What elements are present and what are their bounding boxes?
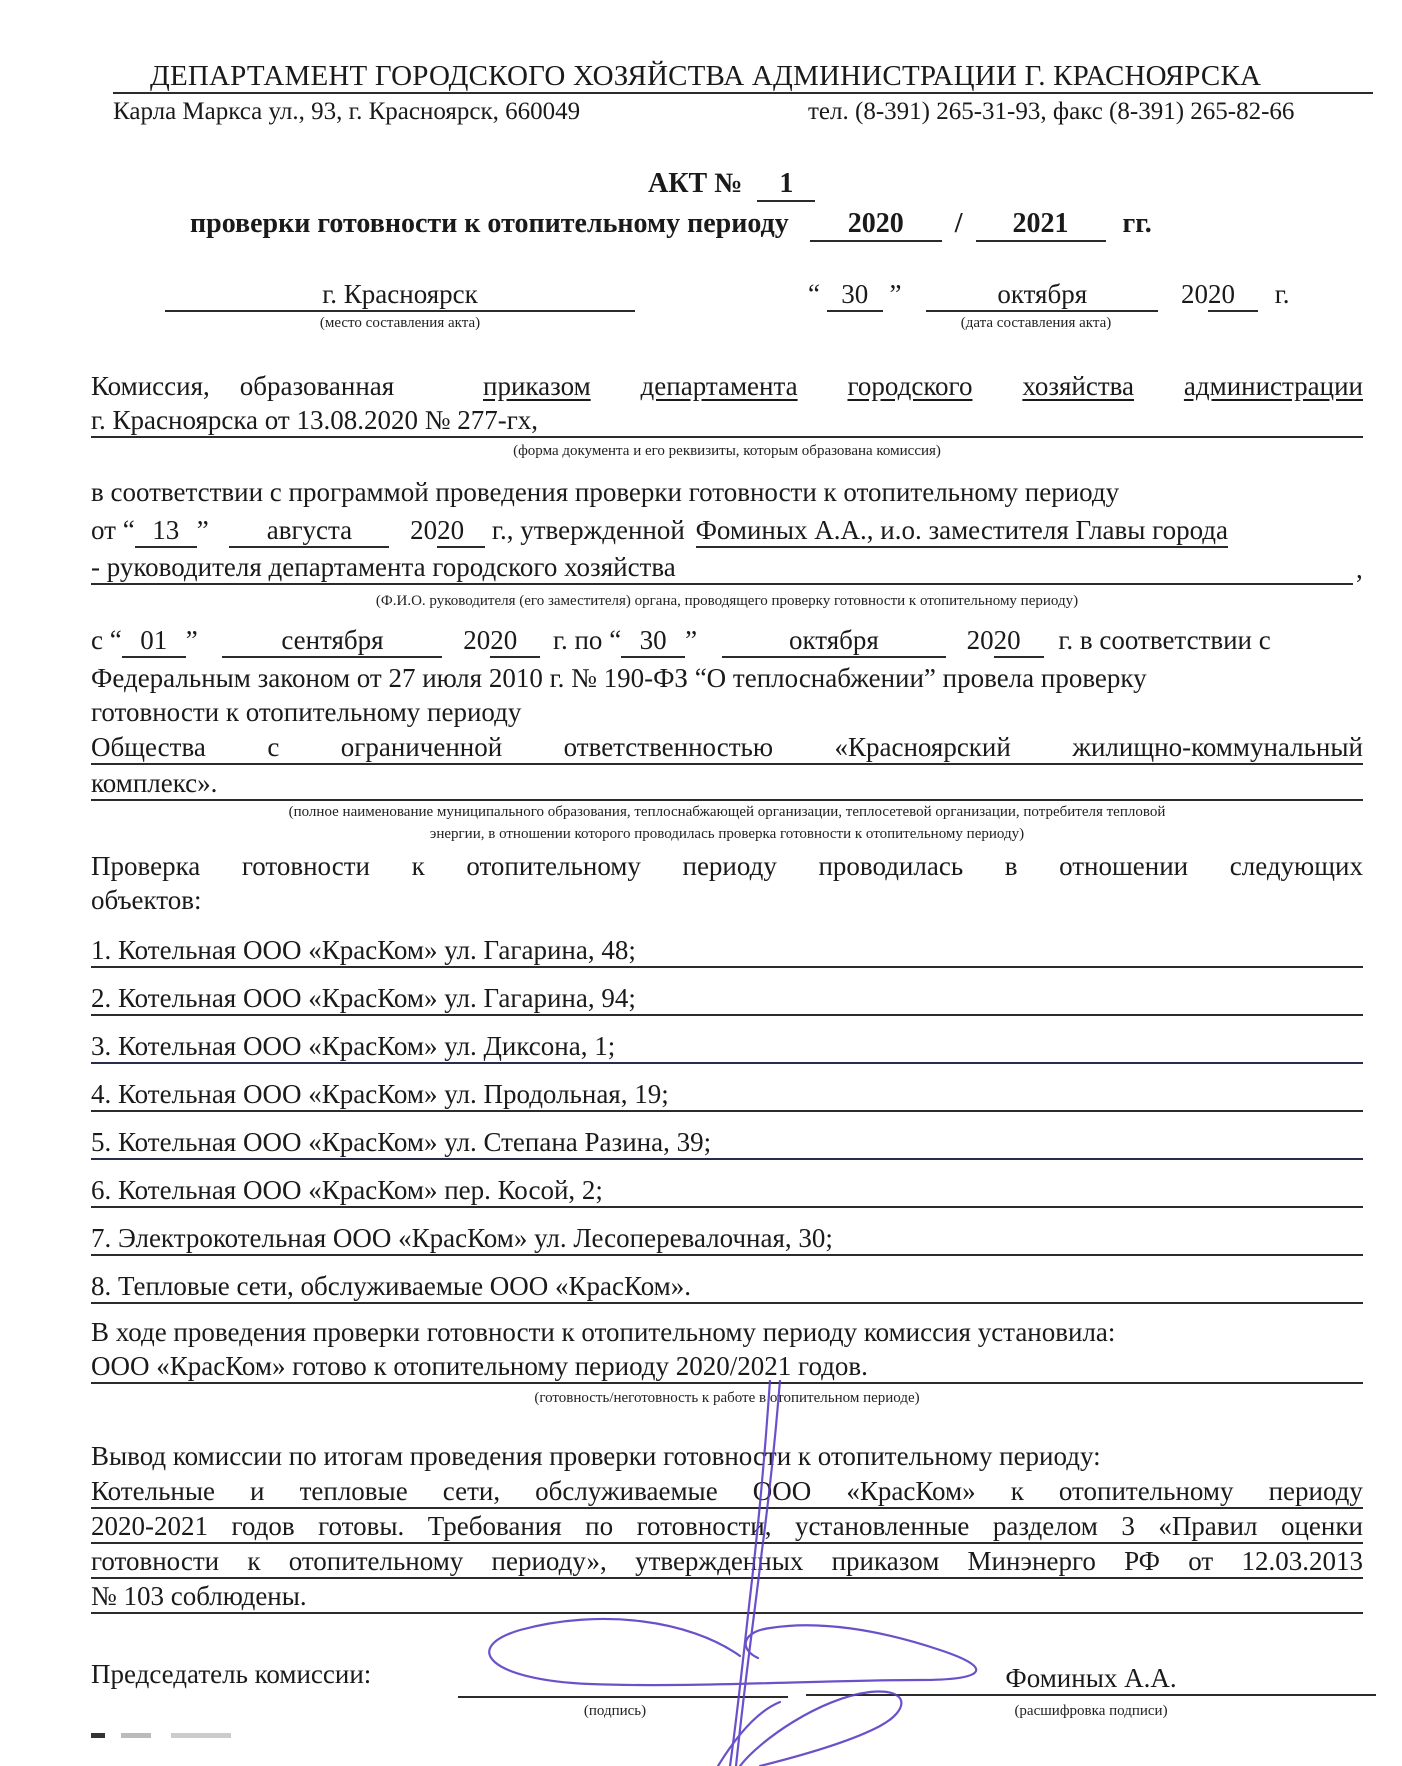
organization-line-2: комплекс». [91, 767, 1363, 801]
word: 2020-2021 [91, 1511, 208, 1541]
act-subtitle [190, 208, 1152, 242]
commission-label [91, 370, 394, 402]
word: к [411, 851, 425, 881]
program-approver-line-2: - руководителя департамента городского хозяйства [91, 551, 1353, 585]
period-from-year-prefix: 20 [463, 625, 491, 655]
word: тепловые [299, 1476, 408, 1506]
word: Минэнерго [967, 1546, 1096, 1576]
conclusion-line-1 [91, 1475, 1363, 1509]
word: от [1188, 1546, 1214, 1576]
header-underline [113, 92, 1373, 94]
quote-close: ” [185, 625, 198, 655]
finding-caption: (готовность/неготовность к работе в отопительном периоде) [534, 1390, 920, 1406]
years-suffix: гг. [1122, 208, 1152, 239]
act-label: АКТ № [648, 168, 743, 199]
word: департамента [640, 371, 798, 401]
word: администрации [1183, 371, 1363, 401]
conclusion-line-4: № 103 соблюдены. [91, 1580, 1363, 1614]
word: приказом [831, 1546, 940, 1576]
word: отопительному [288, 1546, 464, 1576]
department-contacts: тел. (8-391) 265-31-93, факс (8-391) 265-82-66 [808, 98, 1295, 125]
act-number: 1 [757, 168, 815, 202]
object-item-5: 5. Котельная ООО «КрасКом» ул. Степана Разина, 39; [91, 1126, 1363, 1160]
word: и [250, 1476, 265, 1506]
word: Требования [427, 1511, 562, 1541]
word: с [267, 732, 280, 762]
word: к [247, 1546, 261, 1576]
period-from-label: с [91, 625, 103, 655]
program-trailing-comma: , [1356, 554, 1363, 584]
word: «Правил [1158, 1511, 1258, 1541]
department-address: Карла Маркса ул., 93, г. Красноярск, 660049 [113, 98, 581, 125]
word: периоду [1268, 1476, 1363, 1506]
year-separator: / [954, 208, 963, 239]
word: готовы. [318, 1511, 405, 1541]
period-readiness-line: готовности к отопительному периоду [91, 697, 522, 727]
program-day: 13 [135, 514, 197, 548]
object-item-4: 4. Котельная ООО «КрасКом» ул. Продольная, 19; [91, 1078, 1363, 1112]
act-title [648, 168, 815, 202]
program-line-2 [91, 514, 1363, 548]
word: «Красноярский [834, 732, 1011, 762]
object-item-2: 2. Котельная ООО «КрасКом» ул. Гагарина, 94; [91, 982, 1363, 1016]
commission-line-1 [91, 370, 1363, 402]
word: готовности, [636, 1511, 772, 1541]
program-month: августа [229, 514, 389, 548]
word: Котельные [91, 1476, 215, 1506]
period-to-day: 30 [621, 624, 685, 658]
word: периоду [682, 851, 777, 881]
word: Проверка [91, 851, 201, 881]
date-year-label: г. [1274, 279, 1290, 309]
word: готовности [91, 1546, 220, 1576]
word: отопительному [466, 851, 641, 881]
date-field [808, 278, 1290, 312]
finding-result: ООО «КрасКом» готово к отопительному периоду 2020/2021 годов. [91, 1350, 1363, 1384]
period-line-1 [91, 624, 1271, 658]
word: установленные [794, 1511, 970, 1541]
program-line-1: в соответствии с программой проведения проверки готовности к отопительному периоду [91, 477, 1120, 507]
word: ограниченной [340, 732, 503, 762]
date-day: 30 [827, 278, 883, 312]
objects-intro-line-2: объектов: [91, 885, 202, 915]
subtitle-text: проверки готовности к отопительному периоду [190, 208, 789, 239]
program-from-label: от [91, 515, 116, 545]
place-field: г. Красноярск [165, 278, 635, 312]
conclusion-intro: Вывод комиссии по итогам проведения проверки готовности к отопительному периоду: [91, 1441, 1101, 1471]
program-year-prefix: 20 [410, 515, 438, 545]
commission-caption: (форма документа и его реквизиты, которым образована комиссия) [513, 443, 941, 459]
period-to-month: октября [722, 624, 946, 658]
word: «КрасКом» [846, 1476, 976, 1506]
word: ООО [752, 1476, 812, 1506]
word: обслуживаемые [535, 1476, 718, 1506]
word: утвержденных [635, 1546, 804, 1576]
date-year-prefix: 20 [1180, 279, 1208, 309]
place-caption: (место составления акта) [319, 315, 481, 331]
quote-open: “ [609, 625, 622, 655]
year-from: 2020 [810, 208, 942, 242]
name-caption: (расшифровка подписи) [1014, 1703, 1168, 1719]
quote-close: ” [889, 279, 902, 309]
date-year-suffix: 20 [1208, 278, 1258, 312]
word: образованная [239, 371, 395, 401]
program-approver-line-1: Фоминых А.А., и.о. заместителя Главы города [696, 514, 1228, 548]
object-item-3: 3. Котельная ООО «КрасКом» ул. Диксона, 1; [91, 1030, 1363, 1064]
chair-name: Фоминых А.А. [806, 1662, 1376, 1696]
word: к [1010, 1476, 1024, 1506]
word: 3 [1121, 1511, 1135, 1541]
word: периоду», [491, 1546, 607, 1576]
word: отопительному [1058, 1476, 1234, 1506]
conclusion-line-3 [91, 1545, 1363, 1579]
organization-line-1 [91, 731, 1363, 765]
period-to-year-suffix: 20 [994, 624, 1044, 658]
period-law-line: Федеральным законом от 27 июля 2010 г. № 190-ФЗ “О теплоснабжении” провела проверку [91, 663, 1147, 693]
finding-intro: В ходе проведения проверки готовности к отопительному периоду комиссия установила: [91, 1317, 1116, 1347]
period-tail: г. в соответствии с [1058, 625, 1271, 655]
commission-order-line-1 [483, 370, 1363, 402]
quote-open: “ [808, 279, 820, 309]
word: готовности [241, 851, 370, 881]
word: ответственностью [563, 732, 773, 762]
program-year-suffix: 20 [437, 514, 485, 548]
word: следующих [1229, 851, 1363, 881]
date-month: октября [926, 278, 1158, 312]
organization-caption-1: (полное наименование муниципального образования, теплоснабжающей организации, теплосетевой организации, потребителя тепловой [288, 804, 1166, 820]
commission-order-line-2: г. Красноярска от 13.08.2020 № 277-гх, [91, 404, 1363, 438]
word: хозяйства [1022, 371, 1135, 401]
chair-label: Председатель комиссии: [91, 1659, 372, 1689]
word: Общества [91, 732, 206, 762]
organization-caption-2: энергии, в отношении которого проводилась проверка готовности к отопительному периоду) [429, 826, 1025, 842]
word: 12.03.2013 [1241, 1546, 1363, 1576]
quote-close: ” [685, 625, 698, 655]
word: городского [847, 371, 973, 401]
word: оценки [1280, 1511, 1363, 1541]
program-approved-label: г., утвержденной [491, 515, 685, 545]
word: годов [231, 1511, 295, 1541]
object-item-7: 7. Электрокотельная ООО «КрасКом» ул. Лесоперевалочная, 30; [91, 1222, 1363, 1256]
quote-open: “ [109, 625, 122, 655]
word: Комиссия, [91, 371, 210, 401]
date-caption: (дата составления акта) [960, 315, 1112, 331]
cutoff-next-line [91, 1733, 311, 1738]
word: сети, [442, 1476, 501, 1506]
conclusion-line-2 [91, 1510, 1363, 1544]
signature-line [458, 1696, 788, 1698]
word: РФ [1124, 1546, 1161, 1576]
word: по [585, 1511, 614, 1541]
period-from-day: 01 [122, 624, 186, 658]
period-to-label: г. по [552, 625, 603, 655]
department-name: ДЕПАРТАМЕНТ ГОРОДСКОГО ХОЗЯЙСТВА АДМИНИСТРАЦИИ Г. КРАСНОЯРСКА [150, 60, 1262, 92]
object-item-6: 6. Котельная ООО «КрасКом» пер. Косой, 2; [91, 1174, 1363, 1208]
period-to-year-prefix: 20 [966, 625, 994, 655]
objects-intro-line-1 [91, 850, 1363, 882]
word: в [1004, 851, 1018, 881]
signature-caption: (подпись) [583, 1703, 647, 1719]
year-to: 2021 [976, 208, 1106, 242]
period-from-year-suffix: 20 [490, 624, 540, 658]
word: проводилась [818, 851, 964, 881]
word: жилищно-коммунальный [1072, 732, 1363, 762]
quote-close: ” [196, 515, 209, 545]
word: разделом [992, 1511, 1098, 1541]
program-caption: (Ф.И.О. руководителя (его заместителя) органа, проводящего проверку готовности к отопительному периоду) [375, 593, 1079, 609]
quote-open: “ [122, 515, 135, 545]
word: отношении [1059, 851, 1189, 881]
word: приказом [483, 371, 591, 401]
object-item-1: 1. Котельная ООО «КрасКом» ул. Гагарина, 48; [91, 934, 1363, 968]
period-from-month: сентября [222, 624, 442, 658]
object-item-8: 8. Тепловые сети, обслуживаемые ООО «КрасКом». [91, 1270, 1363, 1304]
